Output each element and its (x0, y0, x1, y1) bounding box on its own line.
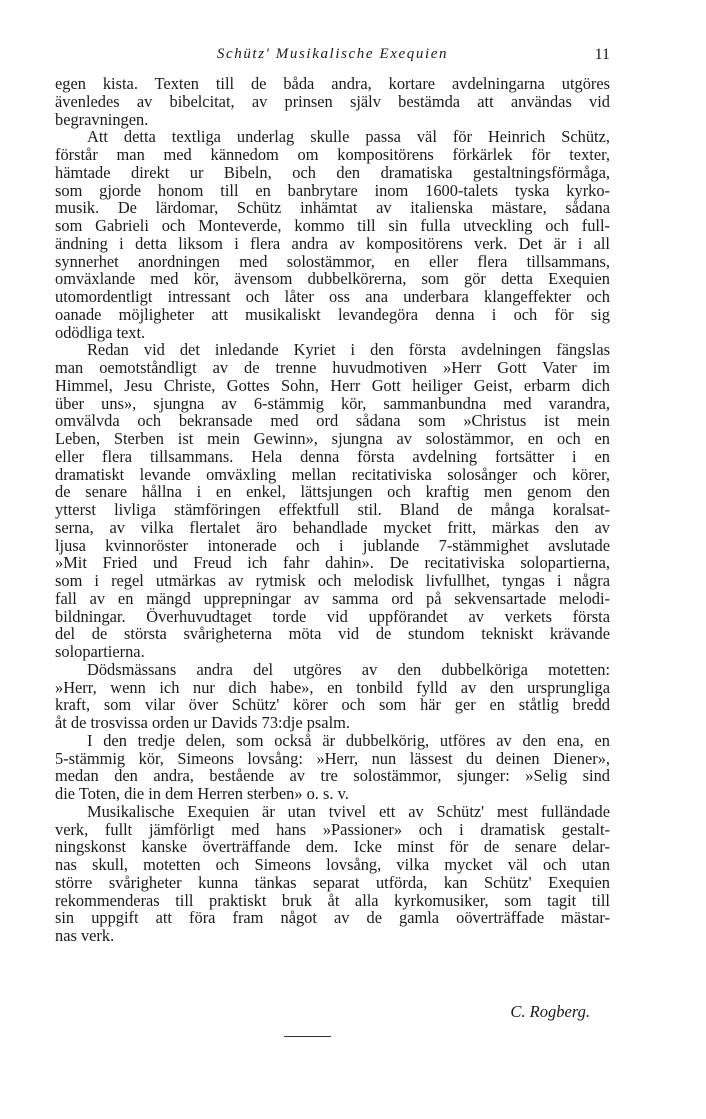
text-line: som i regel utmärkas av rytmisk och melodisk livfullhet, tyngas i några (55, 571, 610, 590)
paragraph (55, 732, 610, 803)
text-line: kraft, som vilar över Schütz' körer och som här ger en ståtlig bredd (55, 695, 610, 715)
text-line: fall av en mängd upprepningar av samma ord på sekvensartade melodi- (55, 588, 610, 608)
text-line: hämtade direkt ur Bibeln, och den dramatiska gestaltningsförmåga, (55, 162, 610, 182)
text-line: solopartierna. (55, 642, 145, 661)
text-line: odödliga text. (55, 322, 146, 342)
text-line: utomordentligt intressant och låter oss ana underbara klangeffekter och (55, 287, 610, 306)
text-line: Att detta textliga underlag skulle passa väl för Heinrich Schütz, (87, 127, 610, 147)
page-number: 11 (594, 46, 610, 63)
text-line: ningskonst kanske överträffande dem. Icke minst för de senare delar- (55, 837, 610, 857)
text-line: ytterst livliga stämföringen effektfull stil. Bland de många koralsat- (55, 500, 610, 519)
text-line: större svårigheter kunna tänkas separat utförda, kan Schütz' Exequien (55, 872, 610, 892)
text-line: som gjorde honom till en banbrytare inom 1600-talets tyska kyrko- (55, 180, 610, 200)
text-line: 5-stämmig kör, Simeons lovsång: »Herr, nun lässest du deinen Diener», (55, 748, 610, 768)
text-line: förstår man med kännedom om kompositörens förkärlek för texter, (55, 145, 610, 164)
author-signature: C. Rogberg. (510, 1002, 590, 1021)
text-line: über uns», sjungna av 6-stämmig kör, sammanbundna med varandra, (55, 393, 610, 413)
text-line: die Toten, die in dem Herren sterben» o. s. v. (55, 784, 349, 803)
text-line: eller flera tillsammans. Hela denna första avdelning fortsätter i en (55, 446, 610, 466)
running-title: Schütz' Musikalische Exequien (216, 46, 449, 62)
text-line: dramatiskt levande omväxling mellan recitativiska solosånger och körer, (55, 464, 610, 484)
text-line: Musikalische Exequien är utan tvivel ett av Schütz' mest fulländade (87, 801, 610, 821)
text-line: verk, fullt jämförligt med hans »Passioner» och i dramatisk gestalt- (55, 819, 610, 839)
text-line: Dödsmässans andra del utgöres av den dubbelköriga motetten: (87, 659, 610, 679)
text-line: »Mit Fried und Freud ich fahr dahin». De recitativiska solopartierna, (55, 553, 610, 573)
text-line: omvälvda och bekransade med ord sådana som »Christus ist mein (55, 411, 610, 431)
article-body (55, 75, 610, 945)
text-line: »Herr, wenn ich nur dich habe», en tonbild fylld av den ursprungliga (55, 677, 610, 697)
text-line: begravningen. (55, 109, 149, 129)
text-line: Redan vid det inledande Kyriet i den första avdelningen fängslas (87, 340, 610, 360)
text-line: synnerhet anordningen med solostämmor, en eller flera tillsammans, (55, 251, 610, 271)
text-line: Himmel, Jesu Christe, Gottes Sohn, Herr Gott heiliger Geist, erbarm dich (55, 375, 610, 395)
end-rule (284, 1036, 331, 1037)
text-line: man oemotståndligt av de trenne huvudmotiven »Herr Gott Vater im (55, 358, 610, 377)
text-line: musik. De lärdomar, Schütz inhämtat av italienska mästare, sådana (55, 198, 610, 218)
text-line: de senare hållna i en enkel, lättsjungen och kraftig men genom den (55, 482, 610, 502)
text-line: omväxlande med kör, ävensom dubbelkörerna, som gör detta Exequien (55, 269, 610, 289)
paragraph (55, 341, 610, 661)
text-line: åt de trosvissa orden ur Davids 73:dje psalm. (55, 713, 350, 732)
text-line: rekommenderas till praktiskt bruk åt alla kyrkomusiker, som tagit till (55, 890, 610, 910)
text-line: oanade möjligheter att musikaliskt levandegöra denna i och för sig (55, 304, 610, 324)
text-line: ändning i detta liksom i flera andra av kompositörens verk. Det är i all (55, 233, 610, 253)
page-header (55, 46, 610, 68)
text-line: medan den andra, bestående av tre solostämmor, sjunger: »Selig sind (55, 766, 610, 786)
text-line: serna, av vilka flertalet äro behandlade mycket fritt, märkas den av (55, 517, 610, 537)
text-line: egen kista. Texten till de båda andra, kortare avdelningarna utgöres (55, 74, 610, 93)
text-line: del de största svårigheterna möta vid de stundom tekniskt krävande (55, 624, 610, 644)
paragraph (55, 661, 610, 732)
text-line: ävenledes av bibelcitat, av prinsen själv bestämda att användas vid (55, 91, 610, 111)
text-line: I den tredje delen, som också är dubbelkörig, utföres av den ena, en (87, 730, 610, 750)
text-line: Leben, Sterben ist mein Gewinn», sjungna av solostämmor, en och en (55, 429, 610, 448)
text-line: nas skull, motetten och Simeons lovsång, vilka mycket väl och utan (55, 855, 610, 874)
paragraph (55, 128, 610, 341)
text-line: bildningar. Överhuvudtaget torde vid uppförandet av verkets första (55, 606, 610, 626)
text-line: nas verk. (55, 926, 115, 945)
text-line: sin uppgift att föra fram något av de gamla oöverträffade mästar- (55, 908, 610, 928)
text-line: som Gabrieli och Monteverde, kommo till sin fulla utveckling och full- (55, 216, 610, 235)
paragraph (55, 803, 610, 945)
text-line: ljusa kvinnoröster intonerade och i jublande 7-stämmighet avslutade (55, 535, 610, 555)
paragraph (55, 75, 610, 128)
